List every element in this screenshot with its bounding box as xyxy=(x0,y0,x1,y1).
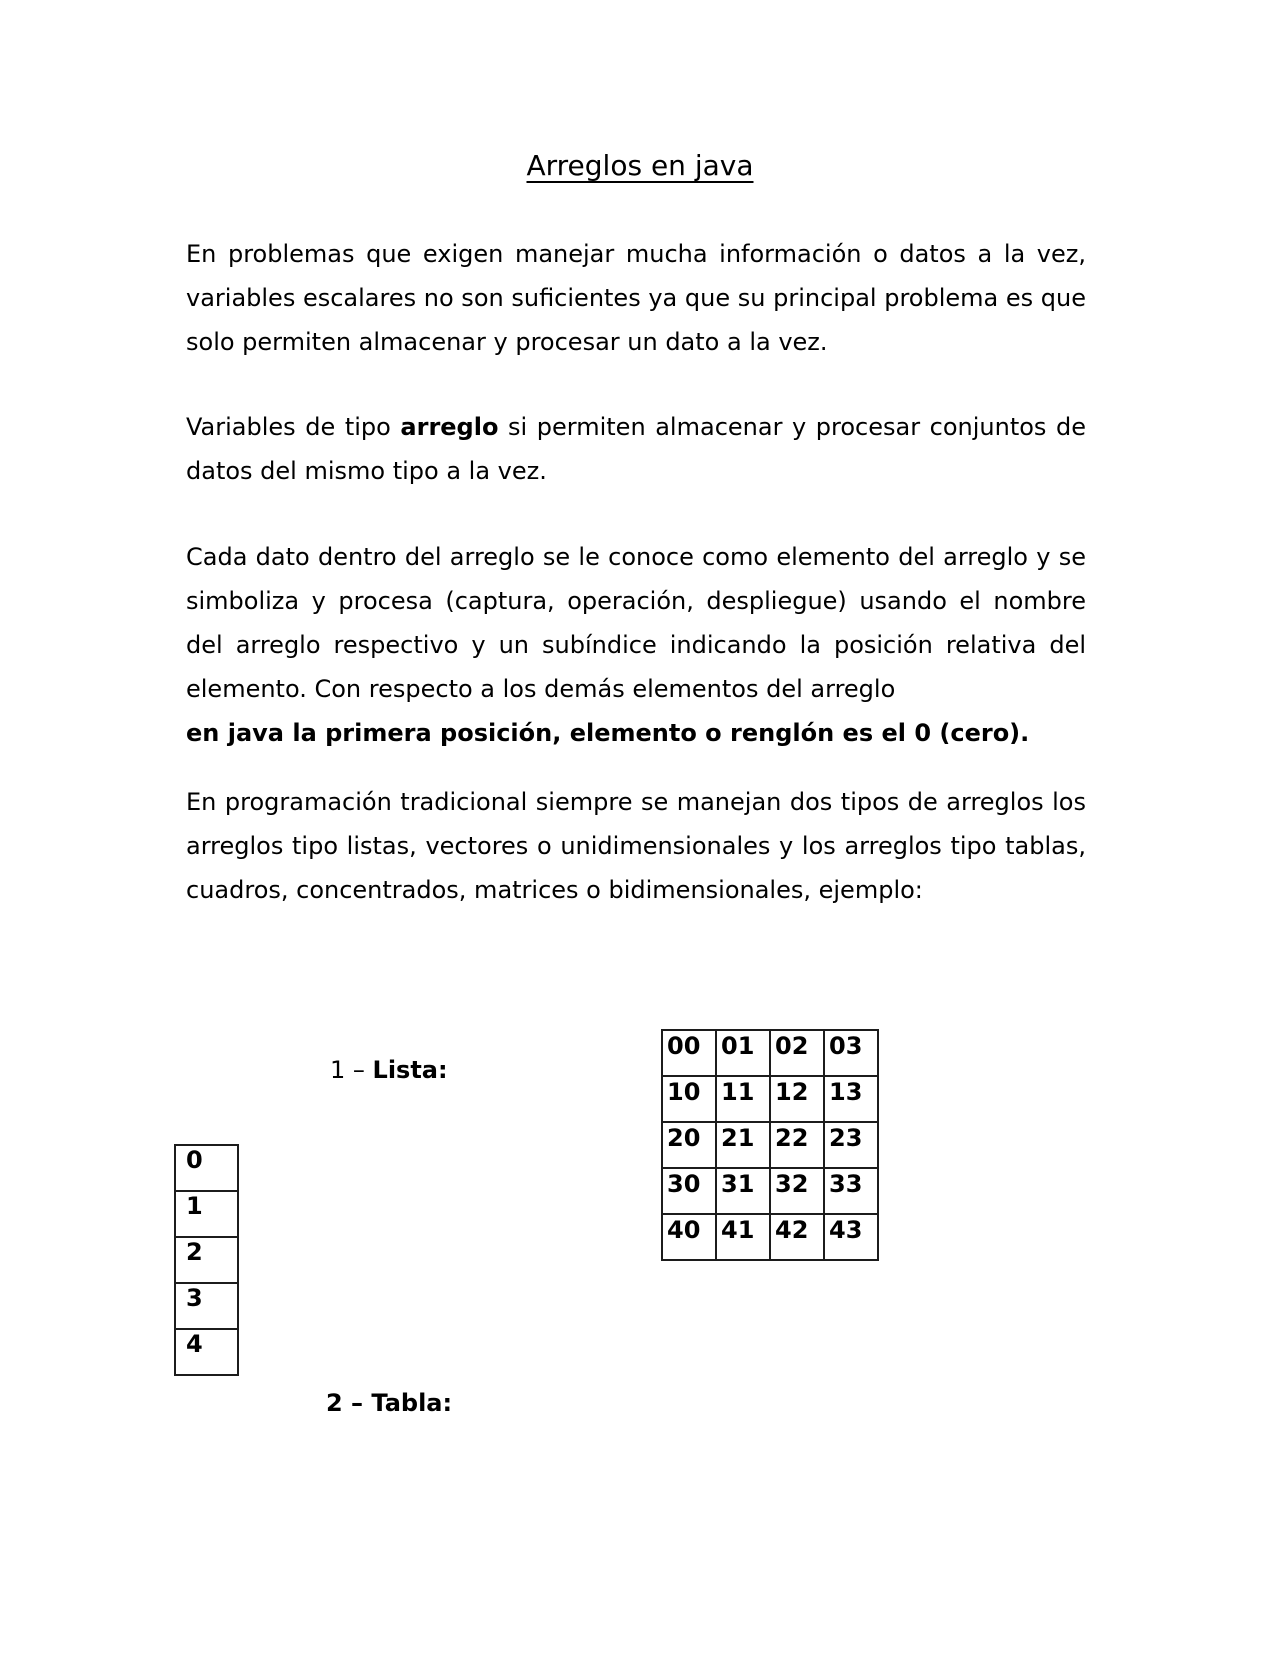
grid-cell: 02 xyxy=(770,1030,824,1076)
paragraph-elemento-bold: en java la primera posición, elemento o renglón es el 0 (cero). xyxy=(186,719,1030,747)
paragraph-intro: En problemas que exigen manejar mucha información o datos a la vez, variables escalares no son suficientes ya que su principal problema es que solo permiten almacenar y procesar un dato a la vez. xyxy=(186,240,1086,356)
list-cell: 3 xyxy=(175,1283,238,1329)
paragraph-elemento xyxy=(186,535,1086,755)
list-row xyxy=(175,1283,238,1329)
list-cell: 0 xyxy=(175,1145,238,1191)
grid-cell: 22 xyxy=(770,1122,824,1168)
list-caption-bold: Lista: xyxy=(372,1056,448,1084)
grid-cell: 11 xyxy=(716,1076,770,1122)
grid-cell: 13 xyxy=(824,1076,878,1122)
grid-row xyxy=(662,1122,878,1168)
grid-cell: 20 xyxy=(662,1122,716,1168)
grid-cell: 01 xyxy=(716,1030,770,1076)
grid-cell: 21 xyxy=(716,1122,770,1168)
grid-cell: 43 xyxy=(824,1214,878,1260)
grid-cell: 00 xyxy=(662,1030,716,1076)
grid-cell: 41 xyxy=(716,1214,770,1260)
table-caption: 2 – Tabla: xyxy=(326,1389,453,1417)
grid-cell: 32 xyxy=(770,1168,824,1214)
grid-cell: 03 xyxy=(824,1030,878,1076)
paragraph-elemento-text: Cada dato dentro del arreglo se le conoce como elemento del arreglo y se simboliza y procesa (captura, operación, despliegue) usando el nombre del arreglo respectivo y un subíndice indicando la posición relativa del elemento. Con respecto a los demás elementos del arreglo xyxy=(186,543,1086,703)
grid-row xyxy=(662,1076,878,1122)
table-array-diagram xyxy=(661,1029,879,1261)
grid-cell: 33 xyxy=(824,1168,878,1214)
list-array-diagram xyxy=(174,1144,239,1376)
paragraph-arreglo-after: si permiten almacenar y procesar conjuntos de datos del mismo tipo a la vez. xyxy=(186,413,1087,485)
list-cell: 1 xyxy=(175,1191,238,1237)
grid-cell: 30 xyxy=(662,1168,716,1214)
list-caption-prefix: 1 – xyxy=(330,1056,373,1084)
page-title xyxy=(0,148,1280,184)
list-cell: 4 xyxy=(175,1329,238,1375)
paragraph-arreglo xyxy=(186,405,1086,493)
grid-cell: 10 xyxy=(662,1076,716,1122)
grid-row xyxy=(662,1030,878,1076)
grid-cell: 31 xyxy=(716,1168,770,1214)
grid-row xyxy=(662,1214,878,1260)
list-row xyxy=(175,1329,238,1375)
page-title-text: Arreglos en java xyxy=(526,149,754,182)
list-cell: 2 xyxy=(175,1237,238,1283)
grid-cell: 42 xyxy=(770,1214,824,1260)
grid-cell: 23 xyxy=(824,1122,878,1168)
paragraph-tipos: En programación tradicional siempre se manejan dos tipos de arreglos los arreglos tipo listas, vectores o unidimensionales y los arreglos tipo tablas, cuadros, concentrados, matrices o bidimensionales, ejemplo: xyxy=(186,788,1086,904)
grid-cell: 40 xyxy=(662,1214,716,1260)
list-row xyxy=(175,1191,238,1237)
paragraph-arreglo-before: Variables de tipo xyxy=(186,413,401,441)
grid-row xyxy=(662,1168,878,1214)
list-caption xyxy=(330,1055,448,1085)
grid-cell: 12 xyxy=(770,1076,824,1122)
list-row xyxy=(175,1145,238,1191)
list-row xyxy=(175,1237,238,1283)
paragraph-arreglo-bold: arreglo xyxy=(400,413,499,441)
